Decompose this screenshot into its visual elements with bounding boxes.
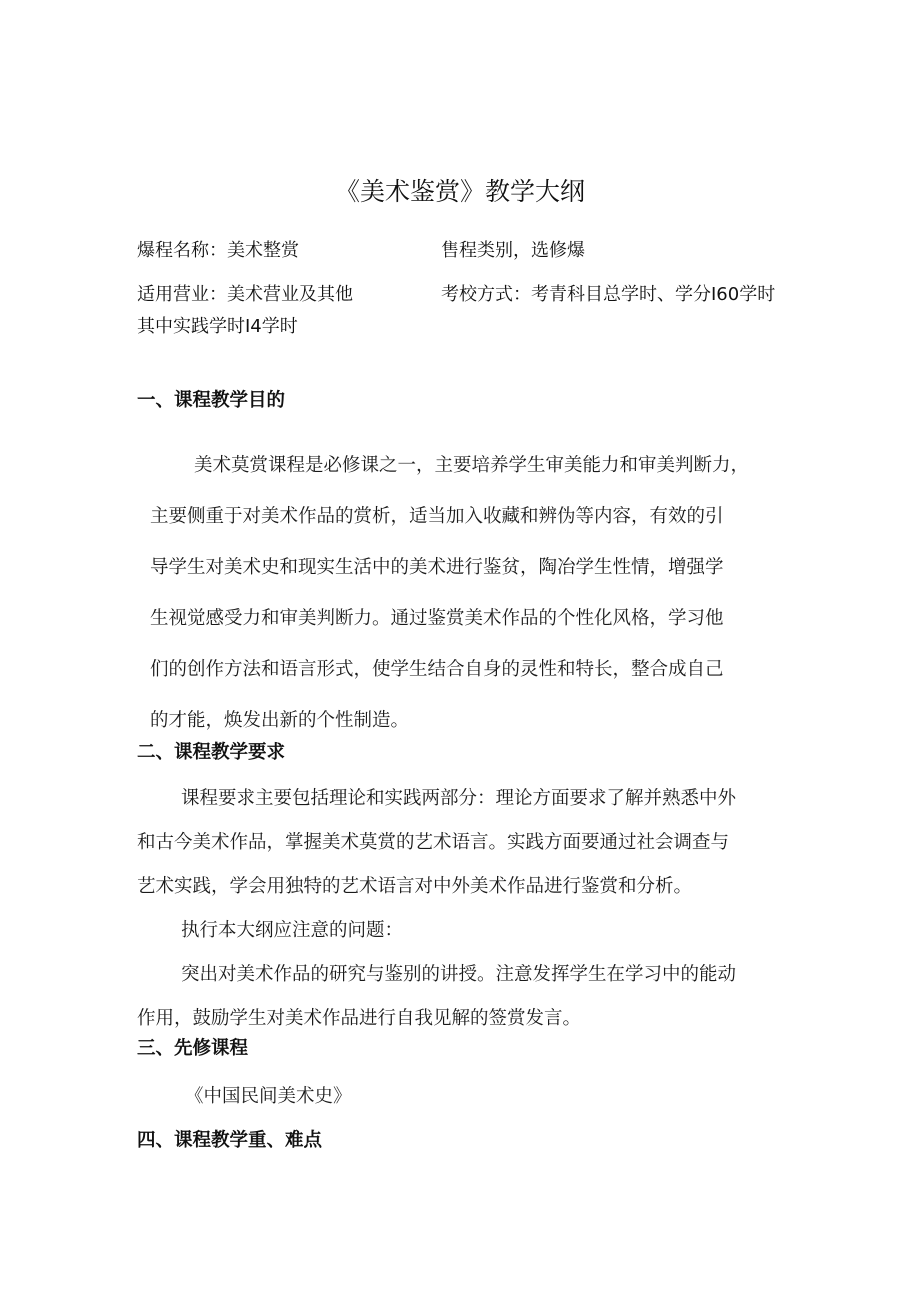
paragraph-line: 课程要求主要包括理论和实践两部分：理论方面要求了解并熟悉中外 — [181, 788, 737, 809]
paragraph-line: 作用，鼓励学生对美术作品进行自我见解的签赏发言。 — [137, 1008, 582, 1029]
section-heading-objectives: 一、课程教学目的 — [137, 390, 286, 411]
meta-course-name: 爆程名称：美术整赏 — [137, 240, 299, 261]
paragraph-line: 生视觉感受力和审美判断力。通过鉴赏美术作品的个性化风格，学习他 — [150, 608, 724, 629]
meta-practice-hours: 其中实践学时I4学时 — [137, 316, 298, 337]
paragraph-line: 主要侧重于对美术作品的赏析，适当加入收藏和辨伪等内容，有效的引 — [150, 506, 724, 527]
paragraph-line: 导学生对美术史和现实生活中的美术进行鉴贫，陶冶学生性情，增强学 — [150, 557, 724, 578]
section-prerequisites-body — [185, 1075, 785, 1119]
section-objectives-body — [150, 440, 790, 746]
paragraph-line: 执行本大纲应注意的问题： — [181, 920, 404, 941]
paragraph-line: 艺术实践，学会用独特的艺术语言对中外美术作品进行鉴赏和分析。 — [137, 876, 693, 897]
meta-applicable-major: 适用营业：美术营业及其他 — [137, 284, 353, 305]
section-heading-requirements: 二、课程教学要求 — [137, 742, 286, 763]
paragraph-line: 的才能，焕发出新的个性制造。 — [150, 710, 410, 731]
meta-course-type: 售程类别，选修爆 — [441, 240, 585, 261]
paragraph-line: 们的创作方法和语言形式，使学生结合自身的灵性和特长，整合成自己 — [150, 659, 724, 680]
paragraph-line: 美术莫赏课程是必修课之一，主要培养学生审美能力和审美判断力， — [194, 455, 750, 476]
section-requirements-body — [137, 777, 787, 1041]
section-heading-key-points: 四、课程教学重、难点 — [137, 1130, 323, 1151]
paragraph-line: 和古今美术作品，掌握美术莫赏的艺术语言。实践方面要通过社会调查与 — [137, 832, 730, 853]
paragraph-line: 突出对美术作品的研究与鉴别的讲授。注意发挥学生在学习中的能动 — [181, 964, 737, 985]
section-heading-prerequisites: 三、先修课程 — [137, 1038, 249, 1059]
prerequisite-course: 《中国民间美术史》 — [185, 1086, 352, 1107]
meta-assessment: 考校方式：考青科目总学时、学分I60学时 — [441, 284, 776, 305]
document-title: 《美术鉴赏》教学大纲 — [334, 177, 585, 206]
